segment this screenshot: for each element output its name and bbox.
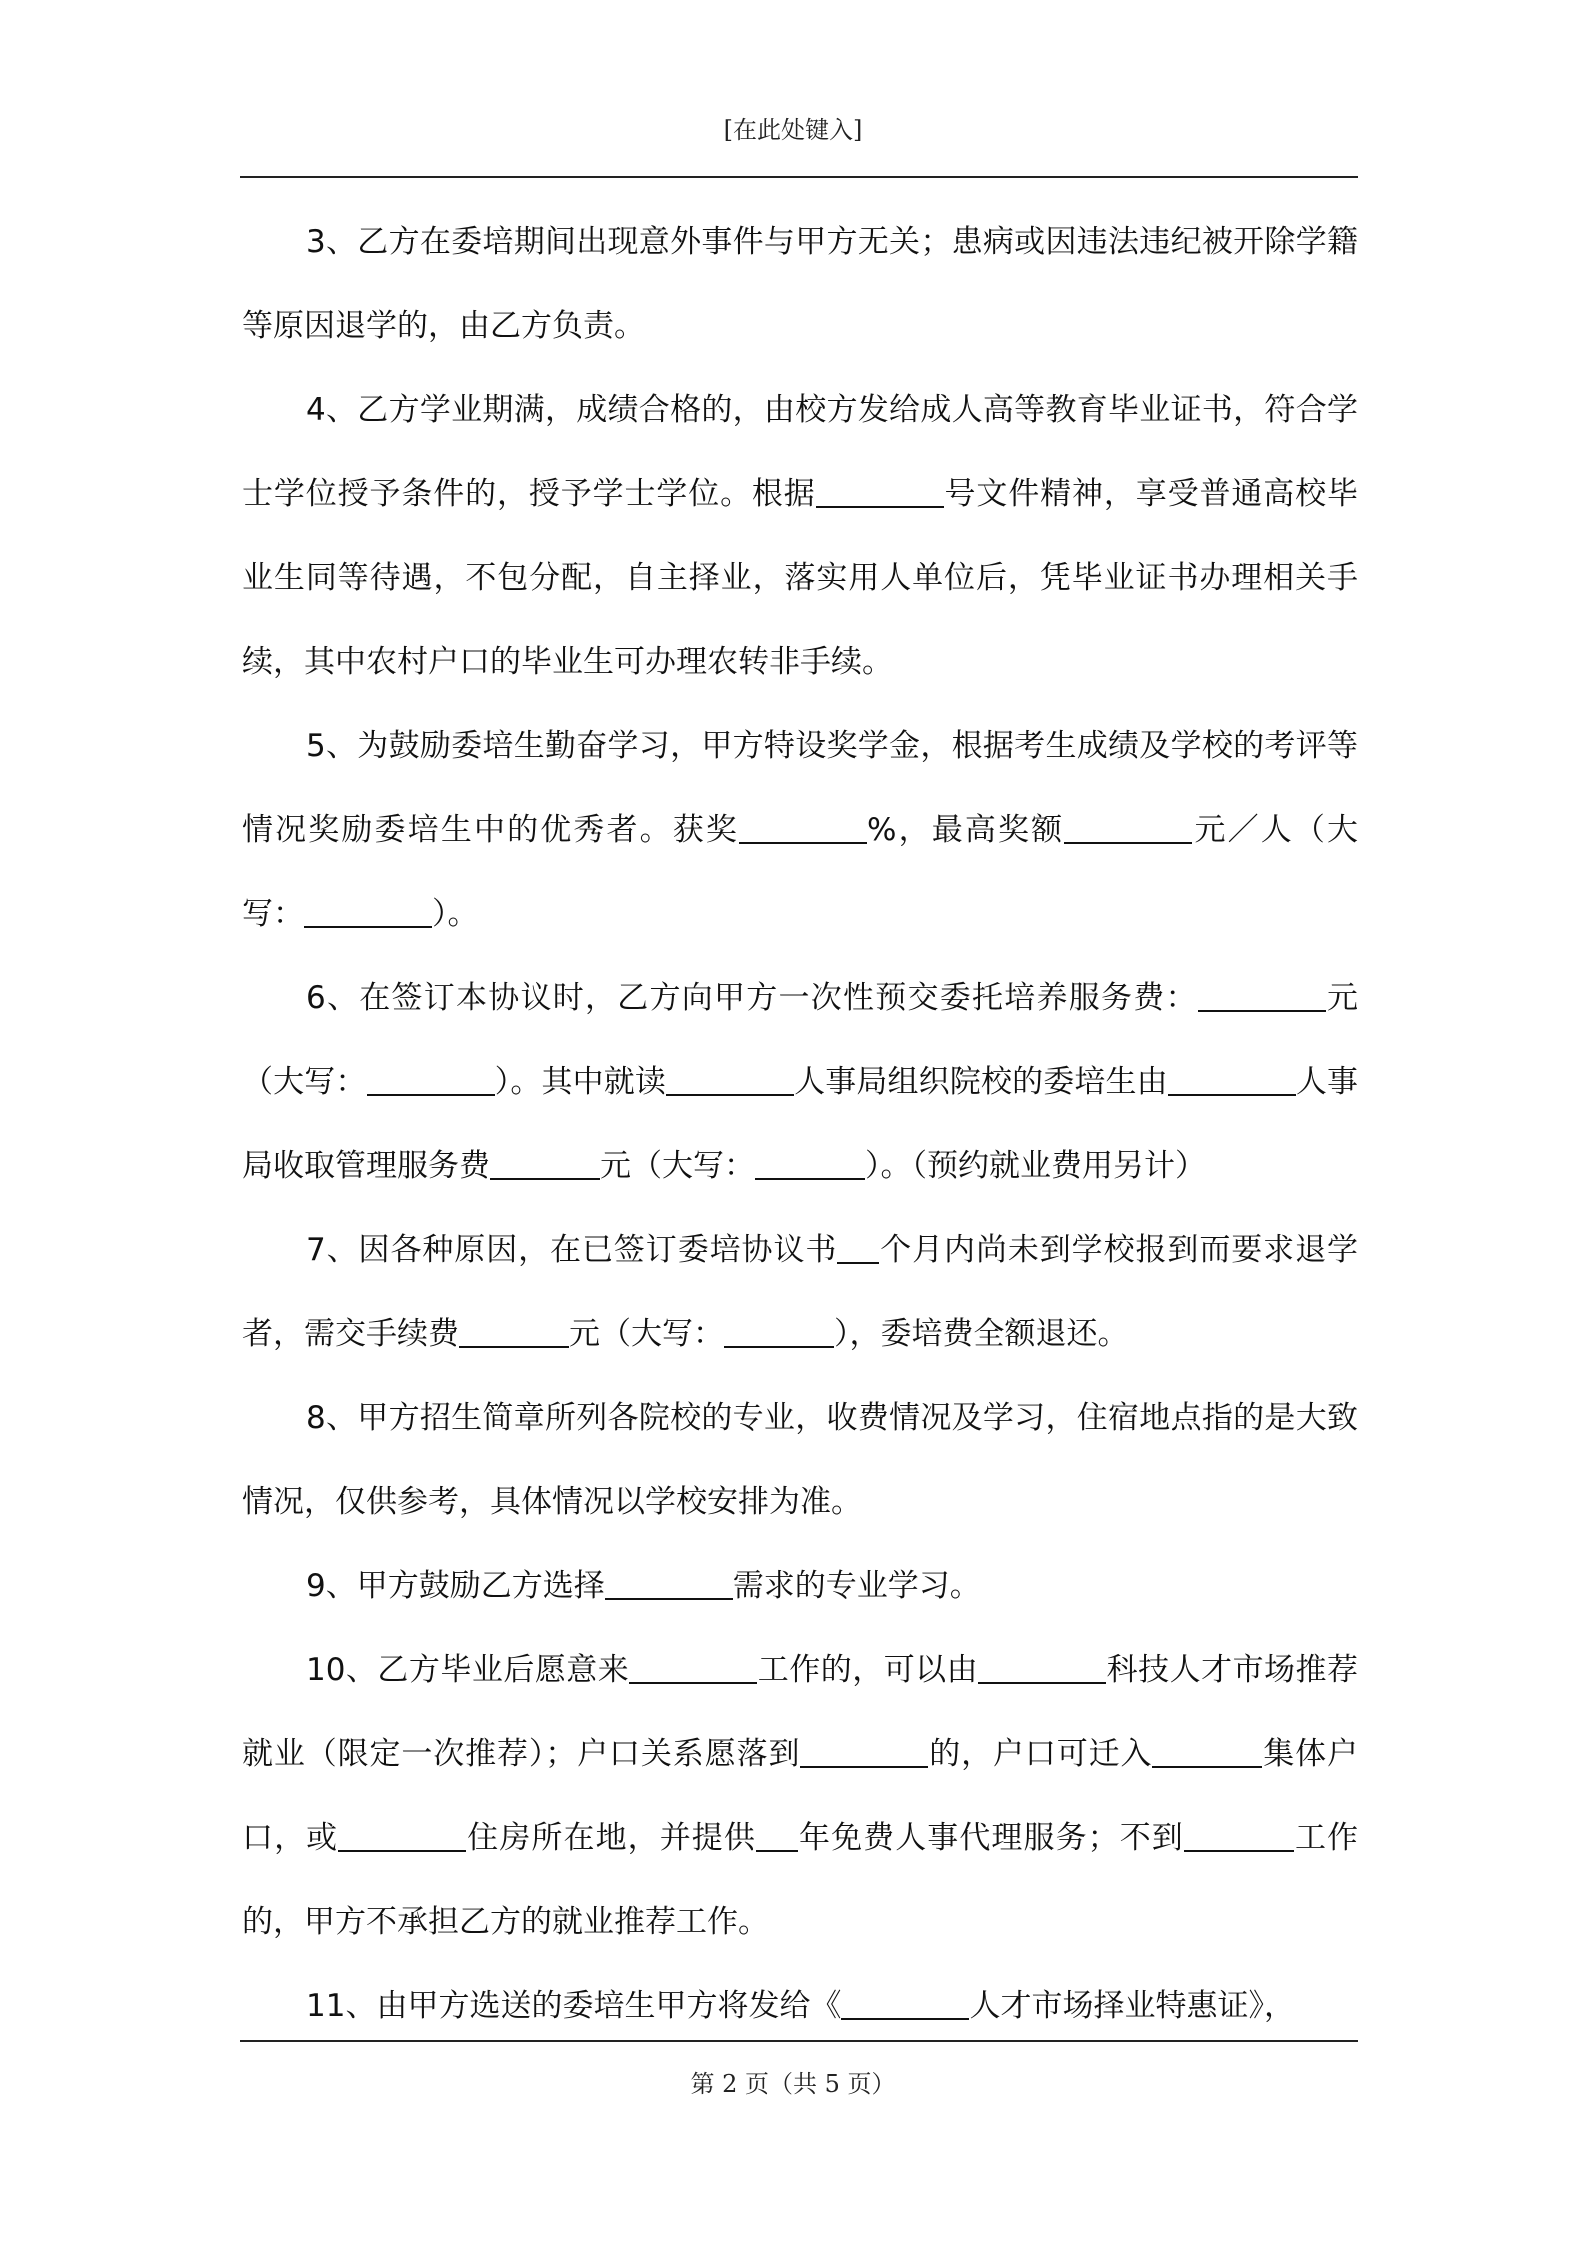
blank-field[interactable]: [724, 1308, 834, 1348]
paragraph-4: 4、乙方学业期满，成绩合格的，由校方发给成人高等教育毕业证书，符合学士学位授予条件的，授予学士学位。根据 号文件精神，享受普通高校毕业生同等待遇，不包分配，自主择业，落实用人单位后，凭毕业证书办理相关手续，其中农村户口的毕业生可办理农转非手续。: [242, 392, 1359, 680]
footer-rule: [240, 2040, 1358, 2042]
blank-field[interactable]: [1064, 804, 1192, 844]
paragraph-3: 3、乙方在委培期间出现意外事件与甲方无关；患病或因违法违纪被开除学籍等原因退学的，由乙方负责。: [242, 224, 1358, 344]
paragraph-11: 11、由甲方选送的委培生甲方将发给《 人才市场择业特惠证》，: [242, 1964, 1358, 2048]
blank-field[interactable]: [816, 468, 944, 508]
blank-field[interactable]: [304, 888, 432, 928]
blank-field[interactable]: [605, 1560, 733, 1600]
blank-field[interactable]: [1152, 1728, 1262, 1768]
header-rule: [240, 176, 1358, 178]
blank-field[interactable]: [338, 1812, 466, 1852]
paragraph-7: 7、因各种原因，在已签订委培协议书 个月内尚未到学校报到而要求退学者，需交手续费 元（大写： ），委培费全额退还。: [242, 1208, 1358, 1376]
blank-field[interactable]: [1184, 1812, 1294, 1852]
blank-field[interactable]: [666, 1056, 794, 1096]
blank-field[interactable]: [755, 1140, 865, 1180]
paragraph-8: 8、甲方招生简章所列各院校的专业，收费情况及学习，住宿地点指的是大致情况，仅供参考，具体情况以学校安排为准。: [242, 1400, 1358, 1520]
paragraph-10: 10、乙方毕业后愿意来 工作的，可以由 科技人才市场推荐就业（限定一次推荐）；户口关系愿落到 的，户口可迁入 集体户口，或 住房所在地，并提供 年免费人事代理服务；不到 工作的，甲方不承担乙方的就业推荐工作。: [242, 1628, 1358, 1964]
blank-field[interactable]: [490, 1140, 600, 1180]
paragraph-9: 9、甲方鼓励乙方选择 需求的专业学习。: [242, 1544, 1358, 1628]
paragraph-5: 5、为鼓励委培生勤奋学习，甲方特设奖学金，根据考生成绩及学校的考评等情况奖励委培生中的优秀者。获奖 %，最高奖额 元／人（大写： ）。: [242, 728, 1359, 932]
paragraph-6: 6、在签订本协议时，乙方向甲方一次性预交委托培养服务费： 元（大写： ）。其中就读 人事局组织院校的委培生由 人事局收取管理服务费 元（大写： ）。（预约就业费用另计）: [242, 956, 1358, 1208]
blank-field[interactable]: [837, 1224, 879, 1264]
blank-field[interactable]: [800, 1728, 928, 1768]
blank-field[interactable]: [739, 804, 867, 844]
blank-field[interactable]: [1198, 972, 1326, 1012]
blank-field[interactable]: [978, 1644, 1106, 1684]
page-header: [在此处键入]: [723, 116, 863, 144]
blank-field[interactable]: [459, 1308, 569, 1348]
blank-field[interactable]: [756, 1812, 798, 1852]
blank-field[interactable]: [629, 1644, 757, 1684]
page-footer: 第 2 页（共 5 页）: [690, 2070, 896, 2098]
blank-field[interactable]: [367, 1056, 495, 1096]
document-body: [242, 200, 1358, 2048]
blank-field[interactable]: [1168, 1056, 1296, 1096]
blank-field[interactable]: [841, 1980, 969, 2020]
